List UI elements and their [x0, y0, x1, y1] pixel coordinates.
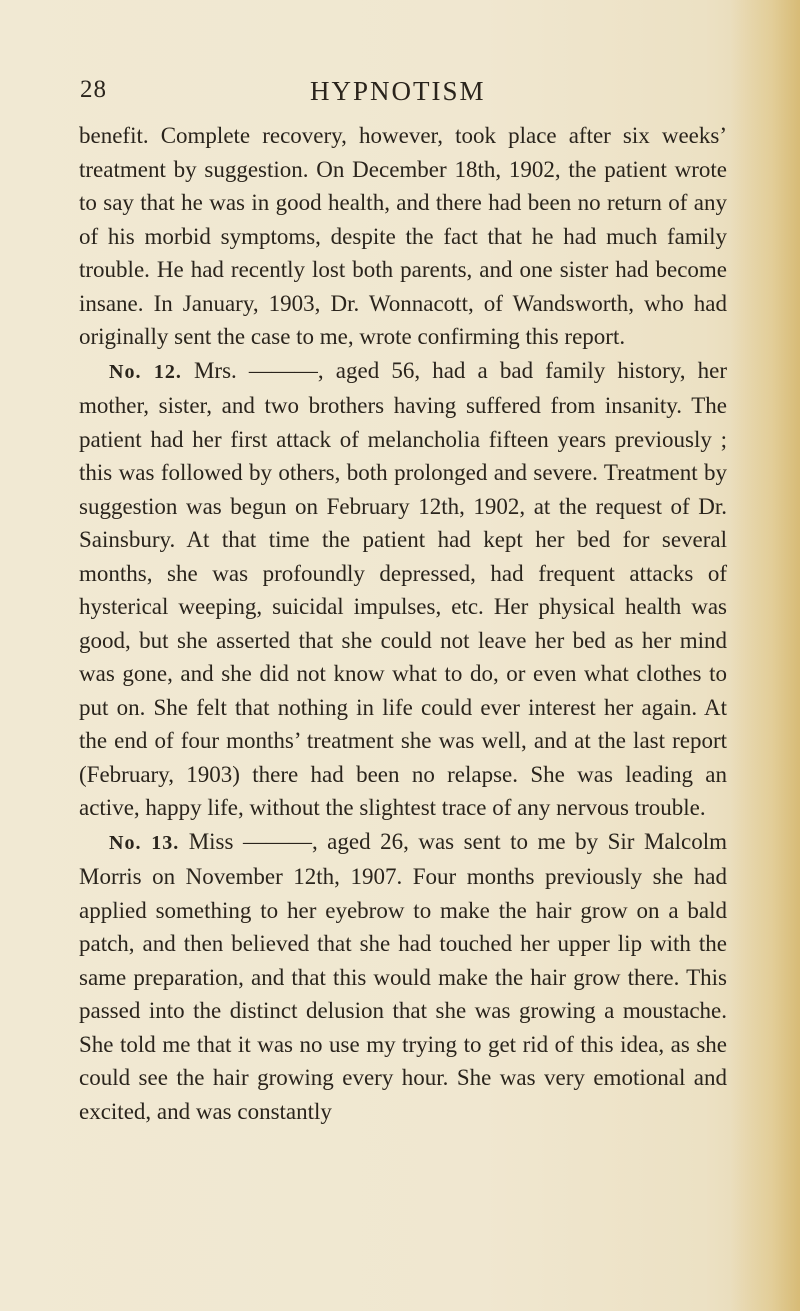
paragraph-continuation: benefit. Complete recovery, however, took place after six weeks’ treatment by suggestion. On December 18th, 1902, the patient wrote to say that he was in good health, and there had been no return of any of his morbid symptoms, despite the fact that he had much family trouble. He had recently lost both parents, and one sister had become insane. In January, 1903, Dr. Wonnacott, of Wandsworth, who had originally sent the case to me, wrote confirming this report. [79, 123, 727, 349]
paragraph-case-13 [79, 825, 727, 1129]
case-number-label: No. 13. [109, 831, 180, 854]
page-header [80, 76, 720, 116]
page-number: 28 [80, 76, 107, 103]
body-text [79, 119, 727, 1128]
page-edge-stain [730, 0, 800, 1311]
case-13-text: Miss ———, aged 26, was sent to me by Sir Malcolm Morris on November 12th, 1907. Four months previously she had applied something to her eyebrow to make the hair grow on a bald patch, and then believed that she had touched her upper lip with the same preparation, and that this would make the hair grow there. This passed into the distinct delusion that she was growing a moustache. She told me that it was no use my trying to get rid of this idea, as she could see the hair growing every hour. She was very emotional and excited, and was constantly [79, 828, 727, 1124]
case-12-text: Mrs. ———, aged 56, had a bad family history, her mother, sister, and two brothers having suffered from insanity. The patient had her first attack of melancholia fifteen years previously ; this was followed by others, both prolonged and severe. Treatment by suggestion was begun on February 12th, 1902, at the request of Dr. Sainsbury. At that time the patient had kept her bed for several months, she was profoundly depressed, had frequent attacks of hysterical weeping, suicidal impulses, etc. Her physical health was good, but she asserted that she could not leave her bed as her mind was gone, and she did not know what to do, or even what clothes to put on. She felt that nothing in life could ever interest her again. At the end of four months’ treatment she was well, and at the last report (February, 1903) there had been no relapse. She was leading an active, happy life, without the slightest trace of any nervous trouble. [79, 357, 728, 820]
paragraph-case-12 [79, 354, 727, 825]
running-title: HYPNOTISM [310, 76, 486, 106]
case-number-label: No. 12. [109, 360, 182, 383]
